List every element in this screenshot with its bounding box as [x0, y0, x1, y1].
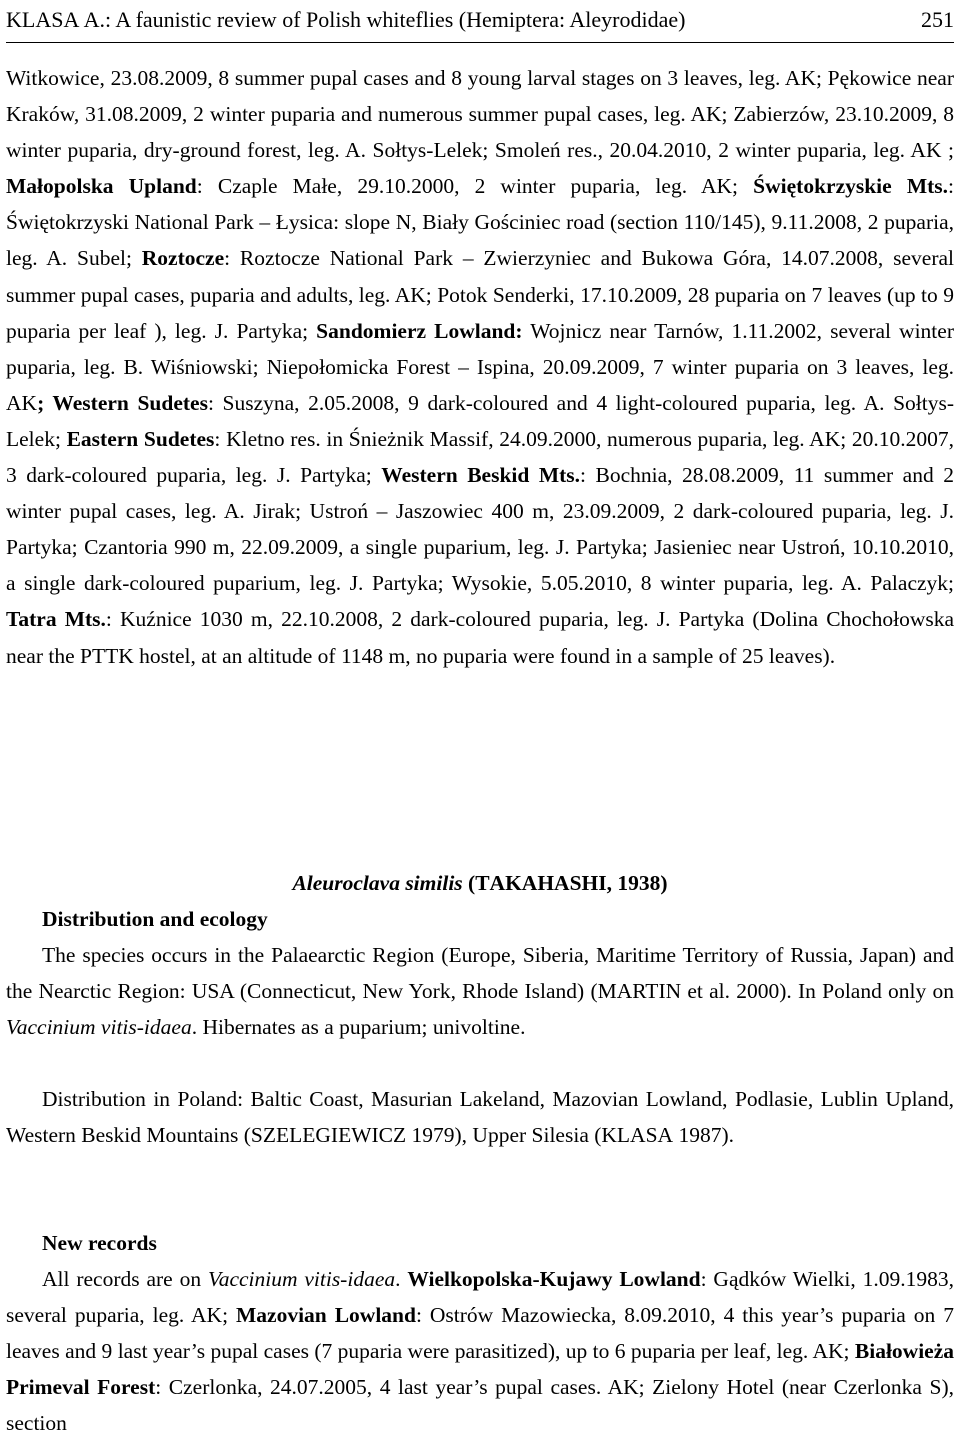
- running-header: [6, 2, 954, 43]
- species-heading: [6, 865, 954, 901]
- species-author-close: , 1938): [606, 871, 668, 895]
- region-western-sudetes: ; Western Sudetes: [37, 390, 208, 415]
- records-text-6: : Suszyna, 2.05.2008, 9 dark-coloured and 4 light-coloured puparia, leg. A. Sołtys-Lelek;: [6, 390, 954, 451]
- dist-p2-smallcaps-2: LASA: [616, 1123, 674, 1148]
- records-text-7: : Kletno res. in Śnieżnik Massif, 24.09.2000, numerous puparia, leg. AK; 20.10.2007, 3 dark-coloured puparia, leg. J. Partyka;: [6, 426, 954, 488]
- author-smallcaps: LASA: [21, 7, 80, 32]
- distribution-paragraph-1: [6, 937, 954, 1045]
- region-wielkopolska-kujawy: Wielkopolska-Kujawy Lowland: [407, 1267, 701, 1291]
- article-title: A.: A faunistic review of Polish whiteflies (Hemiptera: Aleyrodidae): [79, 7, 686, 32]
- species-name: Aleuroclava similis: [292, 871, 463, 895]
- region-malopolska-upland: Małopolska Upland: [6, 174, 197, 199]
- nr-text-b: .: [395, 1267, 408, 1291]
- region-roztocze: Roztocze: [141, 246, 225, 271]
- running-title: [6, 2, 685, 38]
- author-initial: K: [6, 7, 22, 32]
- region-swietokrzyskie-mts: Świętokrzyskie Mts.: [753, 174, 949, 199]
- plant-name: Vaccinium vitis-idaea: [6, 1015, 192, 1040]
- species-author-smallcaps: AKAHASHI: [489, 871, 607, 895]
- dist-p2-text-b: 1979), Upper Silesia (K: [406, 1123, 617, 1148]
- species-author-open: (T: [462, 871, 490, 895]
- dist-p2-text-a: Distribution in Poland: Baltic Coast, Masurian Lakeland, Mazovian Lowland, Podlasie, Lublin Upland, Western Beskid Mountains (S: [6, 1087, 954, 1148]
- region-western-beskid-mts: Western Beskid Mts.: [381, 463, 581, 488]
- dist-p1-smallcaps: ARTIN: [616, 979, 682, 1004]
- dist-p1-text-b: et al. 2000). In Poland only on: [681, 979, 954, 1004]
- nr-text-c: : Gądków Wielki, 1.09.1983, several puparia, leg. AK;: [6, 1267, 955, 1328]
- records-text-4: : Roztocze National Park – Zwierzyniec and Bukowa Góra, 14.07.2008, several summer pupal cases, puparia and adults, leg. AK; Potok Senderki, 17.10.2009, 28 puparia on 7 leaves (up to 9 puparia per leaf ), leg. J. Partyka;: [6, 246, 954, 343]
- records-text-1: Witkowice, 23.08.2009, 8 summer pupal cases and 8 young larval stages on 3 leaves, leg. AK; Pękowice near Kraków, 31.08.2009, 2 winter puparia and numerous summer pupal cases, leg. AK; Zabierzów, 23.10.2009, 8 winter puparia, dry-ground forest, leg. A. Sołtys-Lelek; Smoleń res., 20.04.2010, 2 winter puparia, leg. AK ;: [6, 66, 954, 163]
- region-tatra-mts: Tatra Mts.: [6, 607, 106, 632]
- nr-text-e: : Czerlonka, 24.07.2005, 4 last year’s pupal cases. AK; Zielony Hotel (near Czerlonka S), section: [6, 1375, 955, 1436]
- records-text-2: : Czaple Małe, 29.10.2000, 2 winter puparia, leg. AK;: [196, 174, 754, 199]
- distribution-paragraph-2: [6, 1081, 954, 1153]
- region-mazovian-lowland: Mazovian Lowland: [235, 1303, 416, 1328]
- dist-p2-smallcaps-1: ZELEGIEWICZ: [262, 1123, 407, 1148]
- new-records-paragraph: [6, 1261, 954, 1441]
- new-records-heading-text: New records: [42, 1231, 157, 1255]
- dist-p1-text-a: The species occurs in the Palaearctic Region (Europe, Siberia, Maritime Territory of Russia, Japan) and the Nearctic Region: USA (Connecticut, New York, Rhode Island) (M: [6, 943, 954, 1004]
- distribution-heading: [6, 901, 954, 937]
- region-bialowieza-forest: Białowieża Primeval Forest: [6, 1339, 954, 1400]
- nr-plant-name: Vaccinium vitis-idaea: [207, 1267, 396, 1291]
- records-text-8: : Bochnia, 28.08.2009, 11 summer and 2 winter pupal cases, leg. A. Jirak; Ustroń – Jaszowiec 400 m, 23.09.2009, 2 dark-coloured puparia, leg. J. Partyka; Czantoria 990 m, 22.09.2009, a single puparium, leg. J. Partyka; Jasieniec near Ustroń, 10.10.2010, a single dark-coloured puparium, leg. J. Partyka; Wysokie, 5.05.2010, 8 winter puparia, leg. A. Palaczyk;: [6, 463, 954, 596]
- dist-p2-text-c: 1987).: [673, 1123, 734, 1148]
- distribution-heading-text: Distribution and ecology: [42, 907, 268, 931]
- dist-p1-text-c: . Hibernates as a puparium; univoltine.: [191, 1015, 526, 1040]
- records-text-5: Wojnicz near Tarnów, 1.11.2002, several winter puparia, leg. B. Wiśniowski; Niepołomicka Forest – Ispina, 20.09.2009, 7 winter puparia on 3 leaves, leg. AK: [6, 318, 954, 415]
- region-eastern-sudetes: Eastern Sudetes: [66, 426, 215, 451]
- new-records-heading: [6, 1225, 954, 1261]
- records-paragraph: [6, 60, 954, 674]
- records-text-3: : Świętokrzyski National Park – Łysica: slope N, Biały Gościniec road (section 110/145), 9.11.2008, 2 puparia, leg. A. Subel;: [6, 174, 954, 271]
- nr-text-d: : Ostrów Mazowiecka, 8.09.2010, 4 this year’s puparia on 7 leaves and 9 last year’s pupal cases (7 puparia were parasitized), up to 6 puparia per leaf, leg. AK;: [6, 1303, 954, 1364]
- region-sandomierz-lowland: Sandomierz Lowland:: [316, 318, 523, 343]
- page-number: 251: [921, 7, 954, 32]
- nr-text-a: All records are on: [42, 1267, 208, 1291]
- records-text-9: : Kuźnice 1030 m, 22.10.2008, 2 dark-coloured puparia, leg. J. Partyka (Dolina Chochołowska near the PTTK hostel, at an altitude of 1148 m, no puparia were found in a sample of 25 leaves).: [6, 607, 955, 668]
